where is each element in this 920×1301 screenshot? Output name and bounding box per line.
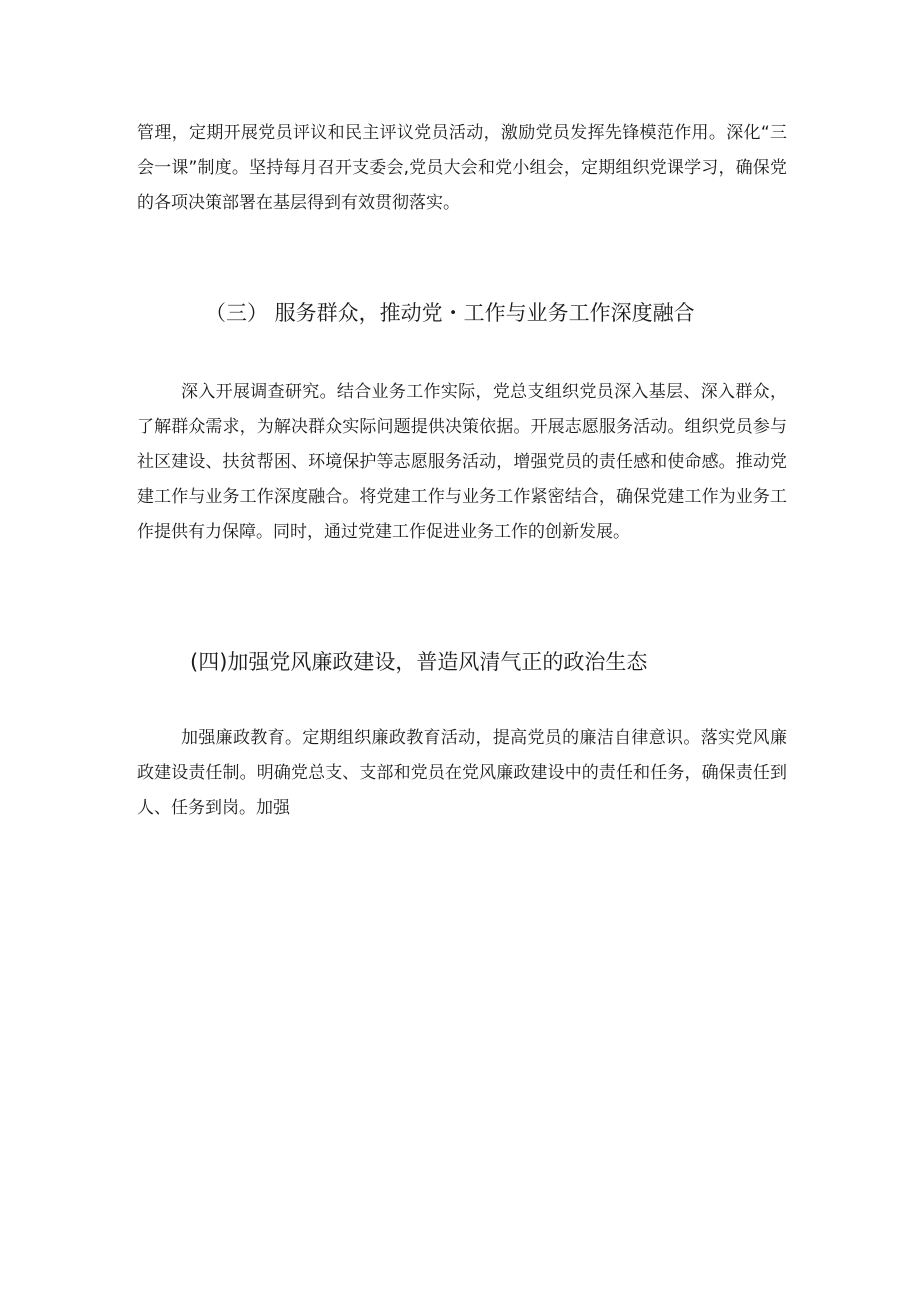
- text-line: 加强廉政教育。定期组织廉政教育活动，提高党员的廉洁自律意识。落实党风廉: [181, 728, 787, 748]
- section-heading-3: （三） 服务群众，推动党・工作与业务工作深度融合: [205, 301, 695, 325]
- text-line: 社区建设、扶贫帮困、环境保护等志愿服务活动，增强党员的责任感和使命感。推动党: [137, 452, 787, 472]
- text-line: 了解群众需求，为解决群众实际问题提供决策依据。开展志愿服务活动。组织党员参与: [137, 417, 787, 437]
- text-line: 深入开展调查研究。结合业务工作实际，党总支组织党员深入基层、深入群众，: [181, 382, 787, 402]
- text-line: 作提供有力保障。同时，通过党建工作促进业务工作的创新发展。: [137, 522, 630, 542]
- section-heading-4: (四)加强党风廉政建设，普造风清气正的政治生态: [190, 650, 648, 674]
- text-line: 的各项决策部署在基层得到有效贯彻落实。: [137, 193, 460, 213]
- paragraph-party-member-management: [137, 116, 787, 221]
- text-line: 会一课”制度。坚持每月召开支委会,党员大会和党小组会，定期组织党课学习，确保党: [137, 158, 787, 178]
- text-line: 管理，定期开展党员评议和民主评议党员活动，激励党员发挥先锋模范作用。深化“三: [137, 123, 787, 143]
- text-line: 政建设责任制。明确党总支、支部和党员在党风廉政建设中的责任和任务，确保责任到: [137, 763, 787, 783]
- paragraph-clean-governance: [137, 721, 787, 826]
- text-line: 建工作与业务工作深度融合。将党建工作与业务工作紧密结合，确保党建工作为业务工: [137, 487, 787, 507]
- paragraph-serve-the-masses: [137, 375, 787, 550]
- text-line: 人、任务到岗。加强: [137, 798, 290, 818]
